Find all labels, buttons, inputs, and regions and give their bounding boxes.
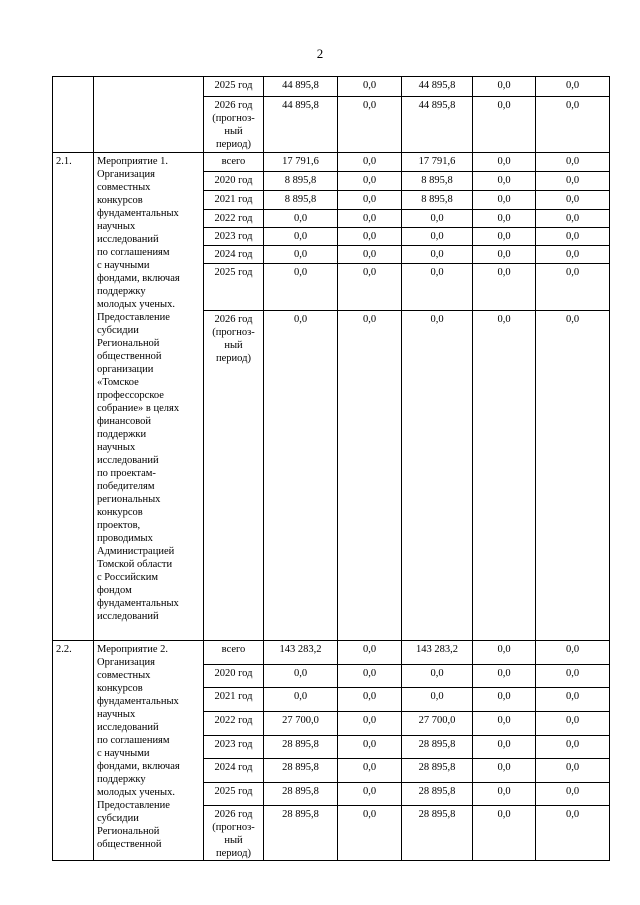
extrabudget-value: 0,0 <box>536 153 610 172</box>
total-value: 28 895,8 <box>264 783 338 806</box>
total-value: 17 791,6 <box>264 153 338 172</box>
total-value: 28 895,8 <box>264 736 338 759</box>
year-cell: 2021 год <box>204 191 264 210</box>
regional-value: 143 283,2 <box>402 641 473 665</box>
year-cell: 2026 год (прогноз- ный период) <box>204 806 264 861</box>
federal-value: 0,0 <box>338 77 402 97</box>
year-cell: 2026 год (прогноз- ный период) <box>204 311 264 641</box>
total-value: 8 895,8 <box>264 191 338 210</box>
year-cell: 2020 год <box>204 172 264 191</box>
year-cell: 2026 год (прогноз- ный период) <box>204 97 264 153</box>
table-row <box>53 641 610 665</box>
total-value: 143 283,2 <box>264 641 338 665</box>
extrabudget-value: 0,0 <box>536 228 610 246</box>
table-row <box>53 153 610 172</box>
regional-value: 0,0 <box>402 228 473 246</box>
municipal-value: 0,0 <box>473 210 536 228</box>
item-description: Мероприятие 2. Организация совместных конкурсов фундаментальных научных исследований по соглашениям с научными фондами, включая поддержку молодых ученых. Предоставление субсидии Региональной общественной <box>94 641 204 861</box>
year-cell: 2023 год <box>204 228 264 246</box>
federal-value: 0,0 <box>338 191 402 210</box>
federal-value: 0,0 <box>338 712 402 736</box>
year-cell: 2024 год <box>204 246 264 264</box>
total-value: 8 895,8 <box>264 172 338 191</box>
total-value: 0,0 <box>264 311 338 641</box>
extrabudget-value: 0,0 <box>536 246 610 264</box>
municipal-value: 0,0 <box>473 172 536 191</box>
regional-value: 28 895,8 <box>402 783 473 806</box>
regional-value: 8 895,8 <box>402 172 473 191</box>
extrabudget-value: 0,0 <box>536 783 610 806</box>
regional-value: 28 895,8 <box>402 736 473 759</box>
municipal-value: 0,0 <box>473 246 536 264</box>
federal-value: 0,0 <box>338 246 402 264</box>
item-description <box>94 77 204 153</box>
municipal-value: 0,0 <box>473 641 536 665</box>
extrabudget-value: 0,0 <box>536 688 610 712</box>
municipal-value: 0,0 <box>473 311 536 641</box>
total-value: 28 895,8 <box>264 759 338 783</box>
year-cell: 2020 год <box>204 665 264 688</box>
municipal-value: 0,0 <box>473 264 536 311</box>
federal-value: 0,0 <box>338 153 402 172</box>
total-value: 0,0 <box>264 665 338 688</box>
municipal-value: 0,0 <box>473 806 536 861</box>
extrabudget-value: 0,0 <box>536 759 610 783</box>
extrabudget-value: 0,0 <box>536 97 610 153</box>
year-cell: всего <box>204 641 264 665</box>
total-value: 0,0 <box>264 246 338 264</box>
year-cell: 2022 год <box>204 210 264 228</box>
year-cell: 2023 год <box>204 736 264 759</box>
municipal-value: 0,0 <box>473 736 536 759</box>
total-value: 0,0 <box>264 210 338 228</box>
municipal-value: 0,0 <box>473 712 536 736</box>
municipal-value: 0,0 <box>473 759 536 783</box>
municipal-value: 0,0 <box>473 783 536 806</box>
federal-value: 0,0 <box>338 759 402 783</box>
federal-value: 0,0 <box>338 264 402 311</box>
federal-value: 0,0 <box>338 228 402 246</box>
budget-table-body <box>53 77 610 861</box>
regional-value: 0,0 <box>402 688 473 712</box>
total-value: 44 895,8 <box>264 77 338 97</box>
regional-value: 27 700,0 <box>402 712 473 736</box>
item-number: 2.2. <box>53 641 94 861</box>
total-value: 27 700,0 <box>264 712 338 736</box>
table-row <box>53 77 610 97</box>
extrabudget-value: 0,0 <box>536 77 610 97</box>
federal-value: 0,0 <box>338 641 402 665</box>
year-cell: 2024 год <box>204 759 264 783</box>
municipal-value: 0,0 <box>473 153 536 172</box>
year-cell: 2022 год <box>204 712 264 736</box>
regional-value: 44 895,8 <box>402 77 473 97</box>
item-number: 2.1. <box>53 153 94 641</box>
federal-value: 0,0 <box>338 806 402 861</box>
federal-value: 0,0 <box>338 172 402 191</box>
regional-value: 0,0 <box>402 246 473 264</box>
municipal-value: 0,0 <box>473 77 536 97</box>
year-cell: всего <box>204 153 264 172</box>
federal-value: 0,0 <box>338 688 402 712</box>
budget-table <box>52 76 610 861</box>
regional-value: 44 895,8 <box>402 97 473 153</box>
regional-value: 0,0 <box>402 210 473 228</box>
regional-value: 28 895,8 <box>402 806 473 861</box>
extrabudget-value: 0,0 <box>536 736 610 759</box>
total-value: 44 895,8 <box>264 97 338 153</box>
year-cell: 2025 год <box>204 783 264 806</box>
item-number <box>53 77 94 153</box>
extrabudget-value: 0,0 <box>536 191 610 210</box>
extrabudget-value: 0,0 <box>536 210 610 228</box>
extrabudget-value: 0,0 <box>536 264 610 311</box>
federal-value: 0,0 <box>338 665 402 688</box>
federal-value: 0,0 <box>338 210 402 228</box>
municipal-value: 0,0 <box>473 191 536 210</box>
extrabudget-value: 0,0 <box>536 806 610 861</box>
year-cell: 2025 год <box>204 264 264 311</box>
extrabudget-value: 0,0 <box>536 712 610 736</box>
total-value: 28 895,8 <box>264 806 338 861</box>
year-cell: 2021 год <box>204 688 264 712</box>
regional-value: 28 895,8 <box>402 759 473 783</box>
regional-value: 0,0 <box>402 264 473 311</box>
municipal-value: 0,0 <box>473 228 536 246</box>
municipal-value: 0,0 <box>473 665 536 688</box>
federal-value: 0,0 <box>338 783 402 806</box>
extrabudget-value: 0,0 <box>536 665 610 688</box>
extrabudget-value: 0,0 <box>536 311 610 641</box>
regional-value: 17 791,6 <box>402 153 473 172</box>
regional-value: 0,0 <box>402 311 473 641</box>
federal-value: 0,0 <box>338 97 402 153</box>
regional-value: 8 895,8 <box>402 191 473 210</box>
item-description: Мероприятие 1. Организация совместных конкурсов фундаментальных научных исследований по соглашениям с научными фондами, включая поддержку молодых ученых. Предоставление субсидии Региональной общественной организации «Томское профессорское собрание» в целях финансовой поддержки научных исследований по проектам- победителям региональных конкурсов проектов, проводимых Администрацией Томской области с Российским фондом фундаментальных исследований <box>94 153 204 641</box>
municipal-value: 0,0 <box>473 97 536 153</box>
extrabudget-value: 0,0 <box>536 172 610 191</box>
total-value: 0,0 <box>264 228 338 246</box>
total-value: 0,0 <box>264 688 338 712</box>
page-number: 2 <box>316 46 324 61</box>
regional-value: 0,0 <box>402 665 473 688</box>
federal-value: 0,0 <box>338 311 402 641</box>
total-value: 0,0 <box>264 264 338 311</box>
extrabudget-value: 0,0 <box>536 641 610 665</box>
municipal-value: 0,0 <box>473 688 536 712</box>
year-cell: 2025 год <box>204 77 264 97</box>
federal-value: 0,0 <box>338 736 402 759</box>
